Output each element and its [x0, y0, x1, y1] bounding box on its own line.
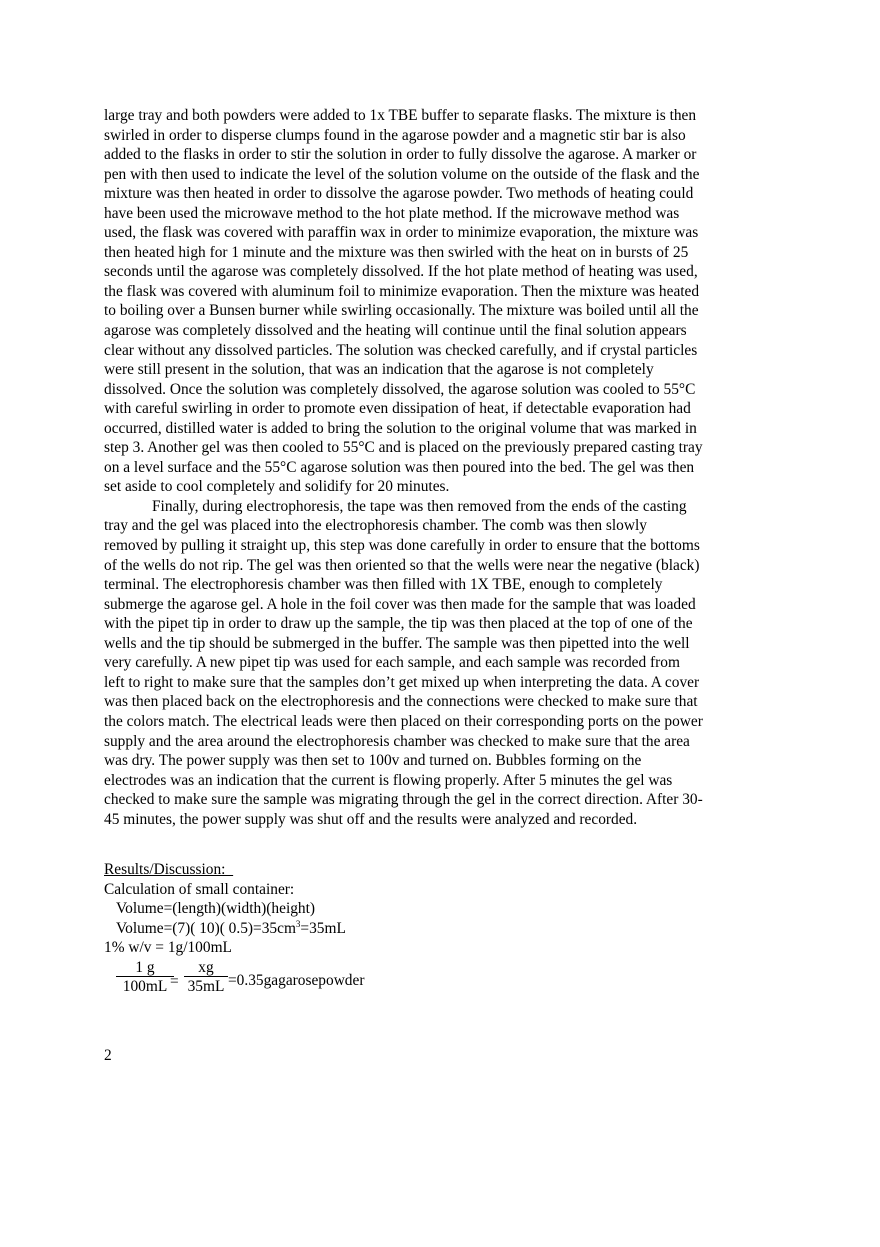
calculation-title: Calculation of small container: [104, 880, 295, 898]
text-line: of the wells do not rip. The gel was then oriented so that the wells were near the negative (black) [104, 556, 700, 574]
text-line: mixture was then heated in order to dissolve the agarose powder. Two methods of heating could [104, 185, 694, 203]
text-line: set aside to cool completely and solidify for 20 minutes. [104, 478, 450, 496]
text-line: with the pipet tip in order to draw up the sample, the tip was then placed at the top of one of the [104, 615, 693, 633]
text-line: checked to make sure the sample was migrating through the gel in the correct direction. After 30- [104, 791, 703, 809]
ratio-equation [104, 959, 784, 1005]
text-line: very carefully. A new pipet tip was used for each sample, and each sample was recorded from [104, 654, 680, 672]
text-line: agarose was completely dissolved and the heating will continue until the final solution appears [104, 322, 687, 340]
volume-calculation-suffix: =35mL [300, 919, 346, 937]
text-line: was then placed back on the electrophoresis and the connections were checked to make sure that [104, 693, 698, 711]
equals-sign: = [170, 972, 179, 990]
text-line: pen with then used to indicate the level of the solution volume on the outside of the flask and the [104, 165, 700, 183]
volume-exponent: 3 [295, 918, 301, 929]
text-line: left to right to make sure that the samples don’t get mixed up when interpreting the data. A cover [104, 673, 700, 691]
text-line: was dry. The power supply was then set to 100v and turned on. Bubbles forming on the [104, 752, 642, 770]
volume-calculation-prefix: Volume=(7)( 10)( 0.5)=35cm [116, 919, 296, 937]
text-line: were still present in the solution, that was an indication that the agarose is not completely [104, 361, 654, 379]
text-line: occurred, distilled water is added to bring the solution to the original volume that was marked in [104, 419, 697, 437]
ratio-result: =0.35gagarosepowder [228, 971, 365, 989]
concentration-line: 1% w/v = 1g/100mL [104, 939, 232, 956]
text-line: terminal. The electrophoresis chamber was then filled with 1X TBE, enough to completely [104, 576, 663, 594]
fraction-right [184, 959, 228, 997]
text-line: added to the flasks in order to stir the solution in order to fully dissolve the agarose. A marker or [104, 146, 697, 164]
text-line: dissolved. Once the solution was completely dissolved, the agarose solution was cooled to 55°C [104, 380, 696, 398]
text-line: large tray and both powders were added to 1x TBE buffer to separate flasks. The mixture is then [104, 107, 697, 124]
text-line: the flask was covered with aluminum foil to minimize evaporation. Then the mixture was heated [104, 282, 700, 300]
text-line: supply and the area around the electrophoresis chamber was checked to make sure that the area [104, 732, 690, 750]
text-line: swirled in order to disperse clumps found in the agarose powder and a magnetic stir bar is also [104, 126, 686, 144]
page-number: 2 [104, 1047, 112, 1064]
fraction-left [116, 959, 174, 997]
text-line: have been used the microwave method to the hot plate method. If the microwave method was [104, 204, 680, 222]
methods-text [104, 106, 784, 829]
text-line: used, the flask was covered with paraffin wax in order to minimize evaporation, the mixture was [104, 224, 699, 242]
text-line: with careful swirling in order to promote even dissipation of heat, if detectable evaporation had [104, 400, 691, 418]
text-line: then heated high for 1 minute and the mixture was then swirled with the heat on in bursts of 25 [104, 243, 689, 261]
volume-formula: Volume=(length)(width)(height) [116, 900, 316, 917]
fraction-right-numerator: xg [184, 959, 228, 977]
text-line: seconds until the agarose was completely dissolved. If the hot plate method of heating was used, [104, 263, 698, 281]
results-heading: Results/Discussion: [104, 861, 234, 878]
fraction-right-denominator: 35mL [187, 977, 225, 995]
results-section [104, 860, 784, 1005]
fraction-left-denominator: 100mL [122, 977, 168, 995]
volume-calculation [104, 919, 784, 939]
text-line: 45 minutes, the power supply was shut off and the results were analyzed and recorded. [104, 810, 638, 828]
text-line: electrodes was an indication that the current is flowing properly. After 5 minutes the gel was [104, 771, 673, 789]
text-line: step 3. Another gel was then cooled to 55°C and is placed on the previously prepared casting tray [104, 439, 703, 457]
text-line: to boiling over a Bunsen burner while swirling occasionally. The mixture was boiled until all the [104, 302, 699, 320]
text-line: tray and the gel was placed into the electrophoresis chamber. The comb was then slowly [104, 517, 647, 535]
text-line: the colors match. The electrical leads were then placed on their corresponding ports on the power [104, 712, 703, 730]
text-line: clear without any dissolved particles. The solution was checked carefully, and if crystal particles [104, 341, 698, 359]
text-line: removed by pulling it straight up, this step was done carefully in order to ensure that the bottoms [104, 537, 700, 555]
text-line: wells and the tip should be submerged in the buffer. The sample was then pipetted into the well [104, 634, 690, 652]
text-line: on a level surface and the 55°C agarose solution was then poured into the bed. The gel was then [104, 458, 695, 476]
text-line: submerge the agarose gel. A hole in the foil cover was then made for the sample that was loaded [104, 595, 696, 613]
paragraph-start-line: Finally, during electrophoresis, the tape was then removed from the ends of the casting [152, 497, 687, 515]
fraction-left-numerator: 1 g [116, 959, 174, 977]
